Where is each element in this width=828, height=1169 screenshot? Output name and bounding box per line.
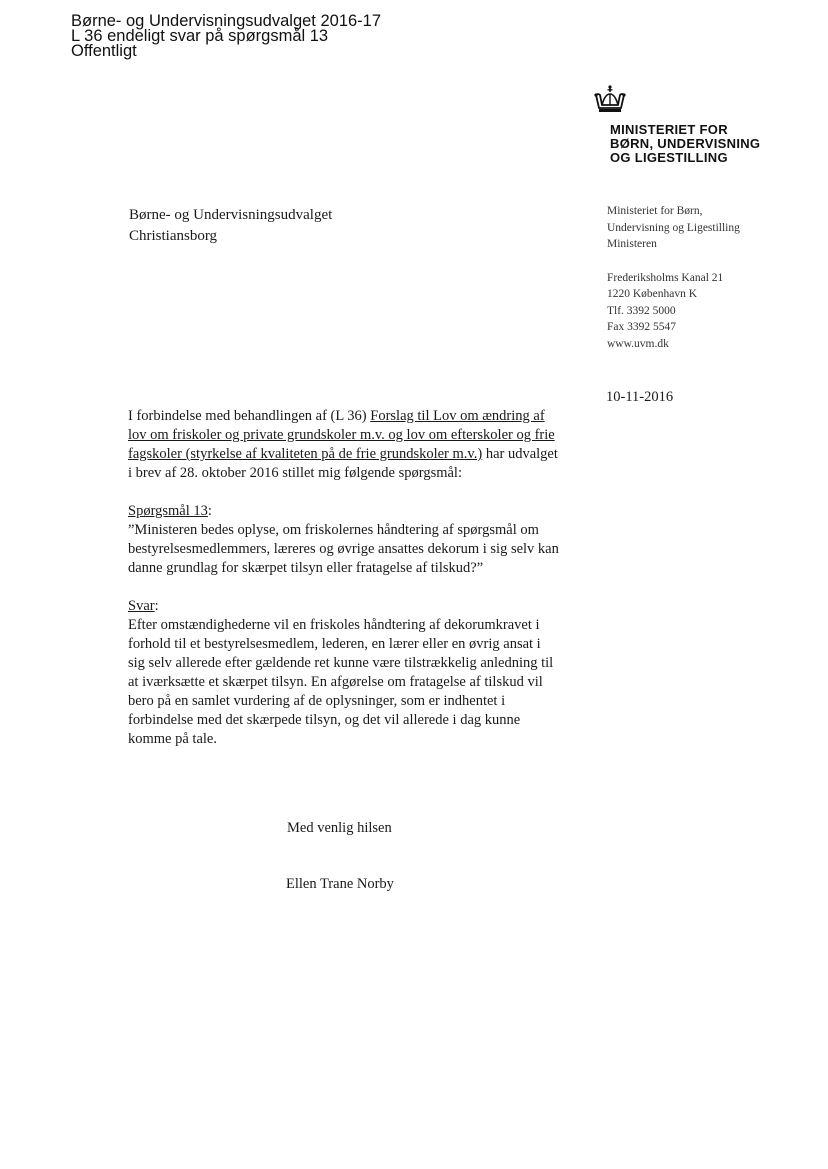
letter-body — [128, 407, 560, 749]
logo-line-1: MINISTERIET FOR — [610, 122, 728, 137]
recipient-name: Børne- og Undervisningsudvalget — [129, 207, 333, 223]
question-heading: Spørgsmål 13 — [128, 503, 208, 519]
question-text: ”Ministeren bedes oplyse, om friskolernes håndtering af spørgsmål om bestyrelsesmedlemmers, læreres og øvrige ansattes dekorum i sig selv kan danne grundlag for skærpet tilsyn eller fratagelse af tilskud?” — [128, 522, 559, 576]
sender-address-street: Frederiksholms Kanal 21 — [607, 271, 724, 284]
bill-title: Forslag til Lov om ændring af lov om friskoler og private grundskoler m.v. og lov om efterskoler og frie fagskoler (styrkelse af kvaliteten på de frie grundskoler m.v.) — [128, 408, 555, 462]
intro-paragraph — [128, 407, 560, 483]
sender-info — [607, 203, 740, 352]
signer-name: Ellen Trane Norby — [286, 876, 394, 892]
sender-fax: Fax 3392 5547 — [607, 321, 676, 333]
recipient-address — [129, 205, 332, 247]
sender-line-1: Ministeriet for Børn, — [607, 205, 703, 217]
sender-address-city: 1220 København K — [607, 288, 698, 300]
sender-website: www.uvm.dk — [607, 337, 669, 350]
question-heading-line — [128, 502, 560, 521]
question-heading-colon: : — [207, 503, 212, 519]
intro-text-after: har udvalget i brev af 28. oktober 2016 stillet mig følgende spørgsmål: — [128, 446, 558, 481]
stamp-case-line: L 36 endeligt svar på spørgsmål 13 — [71, 27, 329, 45]
document-stamp — [71, 14, 381, 59]
answer-text: Efter omstændighederne vil en friskoles håndtering af dekorumkravet i forhold til et bestyrelsesmedlem, lederen, en lærer eller en øvrig ansat i sig selv allerede efter gældende ret kunne være tilstrækkelig anledning til at iværksætte et skærpet tilsyn. En afgørelse om fratagelse af tilskud vil bero på en samlet vurdering af de oplysninger, som er indhentet i forbindelse med det skærpede tilsyn, og det vil allerede i dag kunne komme på tale. — [128, 617, 554, 747]
stamp-committee-line: Børne- og Undervisningsudvalget 2016-17 — [71, 12, 382, 30]
intro-text-before: I forbindelse med behandlingen af (L 36) — [128, 408, 371, 424]
closing-greeting: Med venlig hilsen — [287, 820, 392, 836]
stamp-status-line: Offentligt — [71, 42, 137, 60]
sender-phone: Tlf. 3392 5000 — [607, 304, 676, 317]
logo-line-3: OG LIGESTILLING — [610, 150, 728, 165]
sender-line-3: Ministeren — [607, 238, 657, 250]
answer-heading-colon: : — [154, 598, 159, 614]
crown-icon — [592, 84, 628, 114]
answer-heading: Svar — [128, 598, 155, 614]
recipient-location: Christiansborg — [129, 228, 218, 244]
sender-line-2: Undervisning og Ligestilling — [607, 221, 740, 234]
ministry-logo-text — [610, 123, 760, 165]
letter-date: 10-11-2016 — [606, 389, 674, 405]
answer-heading-line — [128, 597, 560, 616]
logo-line-2: BØRN, UNDERVISNING — [610, 136, 761, 151]
